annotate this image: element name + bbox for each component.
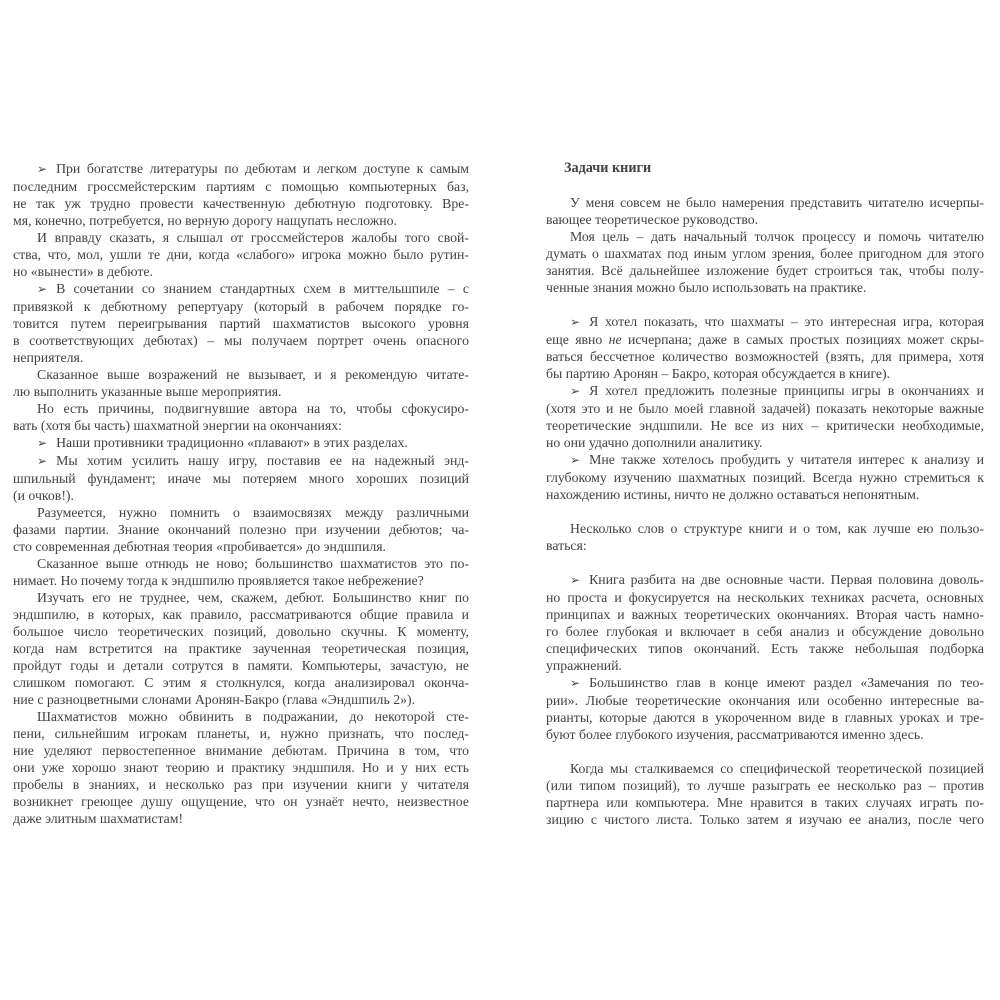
text-line: пени, сильнейшим игрокам планеты, и, нужно признать, что послед- (13, 726, 469, 741)
text-line: даже элитным шахматистам! (13, 811, 184, 826)
bullet-arrow-icon: ➢ (570, 315, 581, 329)
text-line: не так уж трудно провести качественную дебютную подготовку. Вре- (13, 196, 469, 211)
paragraph (13, 229, 469, 280)
paragraph (13, 504, 469, 555)
bullet-paragraph (546, 382, 984, 451)
text-line: привязкой к дебютному репертуару (который в рабочем порядке го- (13, 299, 469, 314)
text-line: Несколько слов о структуре книги и о том, как лучше ею пользо- (570, 521, 984, 536)
text-line: го более глубокая и включает в себя анализ и обсуждение довольно (546, 624, 984, 639)
bullet-arrow-icon: ➢ (570, 573, 581, 587)
text-line: Шахматистов можно обвинить в подражании, до некоторой сте- (37, 709, 469, 724)
text-line: зицию с чистого листа. Только затем я изучаю ее анализ, после чего (546, 812, 984, 827)
text-line: возникнет греющее душу ощущение, что он узнаёт нечто, неизвестное (13, 794, 469, 809)
text-line: И вправду сказать, я слышал от гроссмейстеров жалобы того свой- (37, 230, 469, 245)
paragraph (13, 589, 469, 708)
bullet-paragraph (546, 571, 984, 674)
bullet-arrow-icon: ➢ (37, 454, 48, 468)
text-line: буют более глубокого изучения, рассматриваются именно здесь. (546, 727, 924, 742)
paragraph (13, 708, 469, 827)
text-line: еще явно не исчерпана; даже в самых простых позициях может скры- (546, 332, 984, 347)
text-line: лю выполнить указанные выше мероприятия. (13, 384, 282, 399)
text-line: последним гроссмейстерским партиям с помощью компьютерных баз, (13, 179, 469, 194)
text-line: пробелы в знаниях, и несколько раз при изучении книги у читателя (13, 777, 469, 792)
text-line: ➢ При богатстве литературы по дебютам и легком доступе к самым (37, 161, 469, 176)
text-line: Но есть причины, подвигнувшие автора на то, чтобы сфокусиро- (37, 401, 469, 416)
paragraph (13, 400, 469, 434)
right-page (546, 160, 984, 828)
paragraph (13, 555, 469, 589)
text-line: ➢ Книга разбита на две основные части. Первая половина доволь- (570, 572, 984, 587)
text-line: ➢ Наши противники традиционно «плавают» в этих разделах. (37, 435, 408, 450)
text-line: товится путем переигрывания партий шахматистов высокого уровня (13, 316, 469, 331)
text-line: ства, что, мол, ушли те дни, когда «слабого» игрока можно было рутин- (13, 247, 469, 262)
text-line: но проста и фокусируется на нескольких техниках расчета, основных (546, 590, 984, 605)
section-heading: Задачи книги (564, 160, 652, 176)
text-line: пройдут годы и детали сотрутся в памяти. Компьютеры, зачастую, не (13, 658, 469, 673)
bullet-arrow-icon: ➢ (37, 436, 48, 450)
text-line: думать о шахматах под иным углом зрения, более пригодном для этого (546, 246, 984, 261)
text-line: занятия. Всё дальнейшее изложение будет строиться так, чтобы полу- (546, 263, 984, 278)
text-line: слишком помогают. С этим я столкнулся, когда анализировал оконча- (13, 675, 469, 690)
text-line: в соответствующих дебютах) – мы получаем портрет очень опасного (13, 333, 469, 348)
bullet-paragraph (13, 452, 469, 504)
right-page-body (546, 194, 984, 828)
bullet-arrow-icon: ➢ (570, 676, 581, 690)
text-line: эндшпилю, в которых, как правило, рассматриваются общие правила и (13, 607, 469, 622)
text-line: ваться: (546, 538, 587, 553)
text-line: Когда мы сталкиваемся со специфической теоретической позицией (570, 761, 984, 776)
text-line: мя, конечно, потребуется, но верную дорогу нащупать несложно. (13, 213, 397, 228)
bullet-paragraph (546, 451, 984, 503)
text-line: неприятеля. (13, 350, 84, 365)
paragraph (546, 228, 984, 296)
text-line: теоретические эндшпили. Не все из них – критически необходимые, (546, 418, 984, 433)
text-line: они уже хорошо знают теорию и практику эндшпиля. Но и у них есть (13, 760, 469, 775)
text-line: (и очков!). (13, 488, 74, 503)
text-line: ваться бессчетное количество возможностей (взять, для примера, хотя (546, 349, 984, 364)
text-line: ние уделяют первостепенное внимание дебютам. Причина в том, что (13, 743, 469, 758)
text-line: Моя цель – дать начальный толчок процессу и помочь читателю (570, 229, 984, 244)
text-line: шпильный фундамент; иначе мы потеряем много хороших позиций (13, 471, 469, 486)
text-line: Изучать его не труднее, чем, скажем, дебют. Большинство книг по (37, 590, 469, 605)
text-line: вать (хотя бы часть) шахматной энергии на окончаниях: (13, 418, 342, 433)
text-line: нахождению истины, ничто не должно оставаться непонятным. (546, 487, 920, 502)
left-page (13, 160, 469, 827)
text-line: ➢ Я хотел предложить полезные принципы игры в окончаниях и (570, 383, 984, 398)
text-line: бы партию Аронян – Бакро, которая обсуждается в книге). (546, 366, 891, 381)
paragraph (546, 194, 984, 228)
text-line: вающее теоретическое руководство. (546, 212, 759, 227)
text-line: принципах и важных теоретических окончаниях. Вторая часть намно- (546, 607, 984, 622)
text-line: ➢ Я хотел показать, что шахматы – это интересная игра, которая (570, 314, 984, 329)
text-line: но «вынести» в дебюте. (13, 264, 154, 279)
text-line: большое число теоретических позиций, довольно скучны. К моменту, (13, 624, 469, 639)
text-line: ➢ Большинство глав в конце имеют раздел «Замечания по тео- (570, 675, 984, 690)
bullet-arrow-icon: ➢ (37, 282, 48, 296)
bullet-arrow-icon: ➢ (37, 162, 48, 176)
text-line: Сказанное выше отнюдь не ново; большинство шахматистов это по- (37, 556, 469, 571)
bullet-paragraph (13, 280, 469, 366)
text-line: Сказанное выше возражений не вызывает, и я рекомендую читате- (37, 367, 469, 382)
text-line: У меня совсем не было намерения представить читателю исчерпы- (570, 195, 984, 210)
bullet-paragraph (13, 160, 469, 229)
text-line: ➢ Мне также хотелось пробудить у читателя интерес к анализу и (570, 452, 984, 467)
bullet-paragraph (546, 313, 984, 382)
text-line: рианты, которые даются в укороченном виде в главных уроках и тре- (546, 710, 984, 725)
text-line: но они удачно дополнили аналитику. (546, 435, 763, 450)
paragraph (546, 520, 984, 554)
text-line: рии». Любые теоретические окончания или особенно интересные ва- (546, 693, 984, 708)
text-line: ➢ В сочетании со знанием стандартных схем в миттельшпиле – с (37, 281, 469, 296)
bullet-paragraph (546, 674, 984, 743)
text-line: ченные знания можно было использовать на практике. (546, 280, 867, 295)
text-line: ние с разноцветными слонами Аронян-Бакро (глава «Эндшпиль 2»). (13, 692, 416, 707)
text-line: специфических типов окончаний. Есть также небольшая подборка (546, 641, 984, 656)
paragraph (13, 366, 469, 400)
text-line: когда нам встретится на практике заученная теоретическая позиция, (13, 641, 469, 656)
text-line: Разумеется, нужно помнить о взаимосвязях между различными (37, 505, 469, 520)
text-line: глубокому изучению шахматных позиций. Всегда нужно стремиться к (546, 470, 984, 485)
text-line: ➢ Мы хотим усилить нашу игру, поставив ее на надежный энд- (37, 453, 469, 468)
text-line: нимает. Но почему тогда к эндшпилю проявляется такое небрежение? (13, 573, 424, 588)
text-line: фазами партии. Знание окончаний полезно при изучении дебютов; ча- (13, 522, 469, 537)
paragraph (546, 760, 984, 828)
bullet-arrow-icon: ➢ (570, 453, 581, 467)
text-line: партнера или компьютера. Мне нравится в таких случаях играть по- (546, 795, 984, 810)
bullet-arrow-icon: ➢ (570, 384, 581, 398)
text-line: упражнений. (546, 658, 622, 673)
text-line: (хотя это и не было моей главной задачей) показать некоторые важные (546, 401, 984, 416)
bullet-paragraph (13, 434, 469, 452)
text-line: сто современная дебютная теория «пробивается» до эндшпиля. (13, 539, 387, 554)
text-line: (или типом позиций), то лучше разыграть ее несколько раз – против (546, 778, 984, 793)
